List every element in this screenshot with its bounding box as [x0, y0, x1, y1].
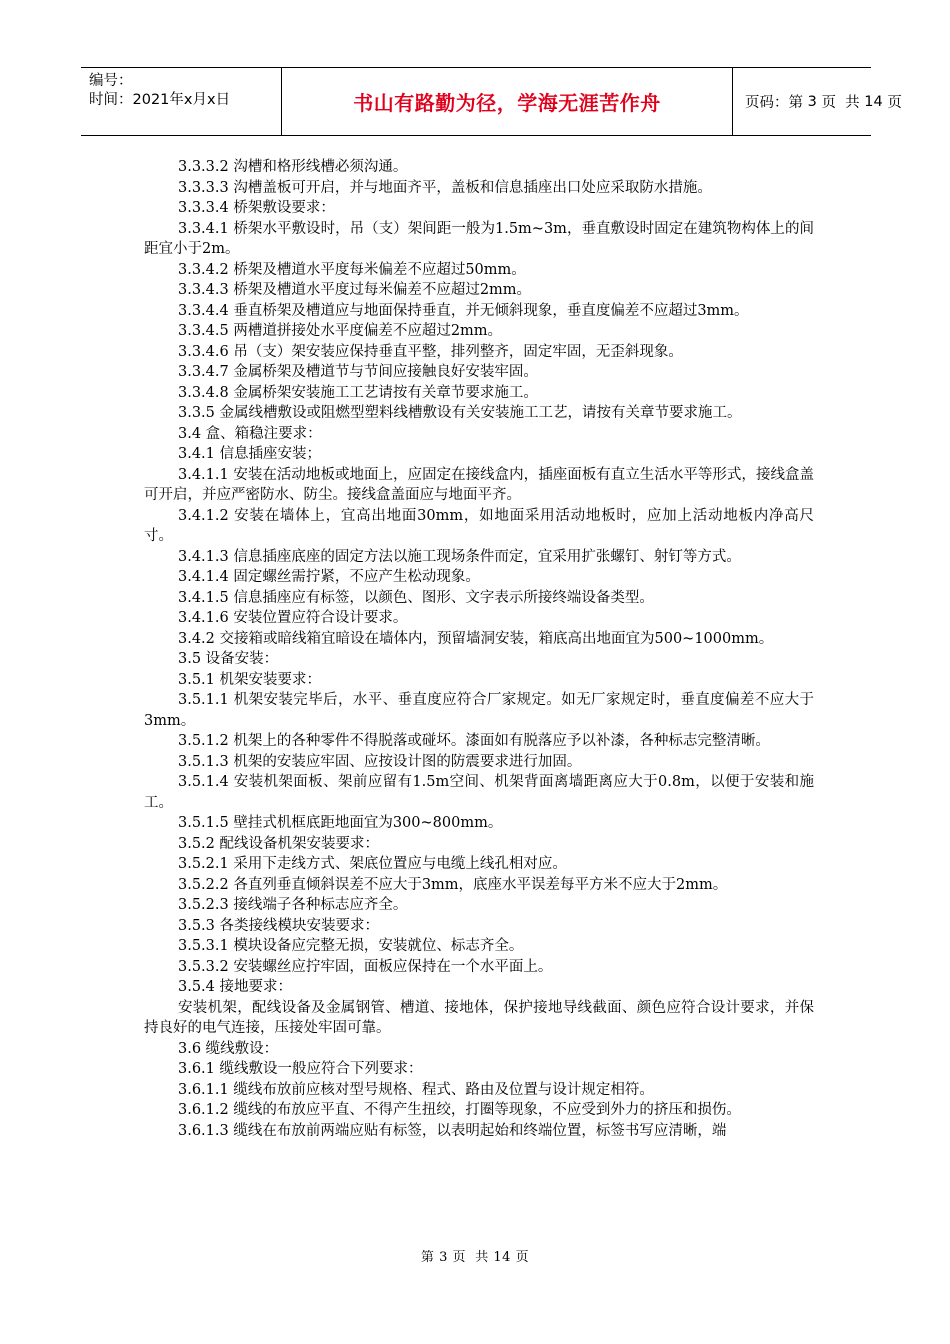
page-tail: 页 — [887, 95, 902, 111]
paragraph: 3.4.1 信息插座安装； — [178, 446, 322, 462]
page-number: 3 — [807, 93, 817, 110]
paragraph: 3.6 缆线敷设： — [178, 1040, 279, 1057]
paragraph: 3.3.4.2 桥架及槽道水平度每米偏差不应超过50mm。 — [178, 261, 526, 278]
paragraph: 3.3.5 金属线槽敷设或阻燃型塑料线槽敷设有关安装施工工艺，请按有关章节要求施工。 — [178, 405, 742, 421]
paragraph: 3.4 盒、箱稳注要求： — [178, 425, 322, 442]
paragraph: 3.3.3.2 沟槽和格形线槽必须沟通。 — [178, 159, 408, 175]
document-body — [144, 157, 814, 1141]
page-footer — [0, 1246, 950, 1265]
paragraph: 3.5.2.3 接线端子各种标志应齐全。 — [178, 897, 408, 913]
page-label: 页码：第 — [745, 95, 803, 111]
page-total: 14 — [864, 93, 883, 110]
paragraph: 3.5.1.2 机架上的各种零件不得脱落或碰坏。漆面如有脱落应予以补漆，各种标志完整清晰。 — [178, 733, 770, 749]
paragraph: 3.5.2.1 采用下走线方式、架底位置应与电缆上线孔相对应。 — [178, 856, 567, 872]
paragraph: 3.5.2 配线设备机架安装要求： — [178, 835, 380, 852]
paragraph: 3.3.4.6 吊（支）架安装应保持垂直平整，排列整齐，固定牢固，无歪斜现象。 — [178, 343, 683, 360]
paragraph: 3.3.4.3 桥架及槽道水平度过每米偏差不应超过2mm。 — [178, 282, 532, 298]
paragraph: 3.3.3.3 沟槽盖板可开启，并与地面齐平，盖板和信息插座出口处应采取防水措施。 — [178, 179, 712, 196]
paragraph: 3.3.4.5 两槽道拼接处水平度偏差不应超过2mm。 — [178, 323, 503, 339]
header-meta — [81, 68, 281, 135]
slogan: 书山有路勤为径，学海无涯苦作舟 — [353, 91, 661, 115]
paragraph: 3.5 设备安装： — [178, 651, 279, 667]
paragraph: 3.4.1.5 信息插座应有标签，以颜色、图形、文字表示所接终端设备类型。 — [178, 589, 654, 606]
footer-prefix: 第 — [420, 1250, 435, 1265]
paragraph: 3.4.1.3 信息插座底座的固定方法以施工现场条件而定，宜采用扩张螺钉、射钉等方式。 — [178, 548, 741, 565]
paragraph: 3.5.1.5 壁挂式机框底距地面宜为300~800mm。 — [178, 815, 503, 831]
paragraph: 3.6.1.3 缆线在布放前两端应贴有标签，以表明起始和终端位置，标签书写应清晰，端 — [178, 1122, 727, 1139]
paragraph: 3.3.3.4 桥架敷设要求： — [178, 200, 335, 216]
date-label: 时间：2021年x月x日 — [89, 92, 231, 108]
paragraph: 3.5.1.4 安装机架面板、架前应留有1.5m空间、机架背面离墙距离应大于0.8m，以便于安装和施工。 — [144, 774, 814, 811]
code-label: 编号： — [89, 73, 133, 89]
footer-mid: 页 共 — [452, 1250, 489, 1265]
paragraph: 3.5.1 机架安装要求： — [178, 671, 322, 688]
paragraph: 3.5.3.2 安装螺丝应拧牢固，面板应保持在一个水平面上。 — [178, 958, 553, 975]
header-slogan-cell — [281, 68, 733, 135]
paragraph: 3.3.4.1 桥架水平敷设时，吊（支）架间距一般为1.5m~3m，垂直敷设时固定在建筑物构体上的间距宜小于2m。 — [144, 220, 814, 257]
paragraph: 3.5.1.1 机架安装完毕后，水平、垂直度应符合厂家规定。如无厂家规定时，垂直度偏差不应大于3mm。 — [144, 692, 814, 729]
paragraph: 3.5.1.3 机架的安装应牢固、应按设计图的防震要求进行加固。 — [178, 753, 582, 770]
paragraph: 安装机架，配线设备及金属钢管、槽道、接地体，保护接地导线截面、颜色应符合设计要求，并保持良好的电气连接，压接处牢固可靠。 — [144, 999, 814, 1036]
paragraph: 3.4.2 交接箱或暗线箱宜暗设在墙体内，预留墙洞安装，箱底高出地面宜为500~1000mm。 — [178, 630, 774, 647]
paragraph: 3.5.3.1 模块设备应完整无损，安装就位、标志齐全。 — [178, 938, 524, 954]
paragraph: 3.4.1.4 固定螺丝需拧紧，不应产生松动现象。 — [178, 569, 480, 585]
paragraph: 3.3.4.8 金属桥架安装施工工艺请按有关章节要求施工。 — [178, 384, 538, 401]
footer-total: 14 — [493, 1250, 511, 1265]
footer-suffix: 页 — [515, 1250, 530, 1265]
header-page-info — [733, 68, 902, 135]
paragraph: 3.6.1.2 缆线的布放应平直、不得产生扭绞，打圈等现象，不应受到外力的挤压和损伤。 — [178, 1102, 741, 1118]
paragraph: 3.3.4.4 垂直桥架及槽道应与地面保持垂直，并无倾斜现象，垂直度偏差不应超过3mm。 — [178, 302, 749, 319]
paragraph: 3.5.2.2 各直列垂直倾斜误差不应大于3mm，底座水平误差每平方米不应大于2mm。 — [178, 876, 728, 893]
paragraph: 3.6.1.1 缆线布放前应核对型号规格、程式、路由及位置与设计规定相符。 — [178, 1081, 654, 1098]
page-mid: 页 共 — [821, 95, 860, 111]
footer-page-number: 3 — [439, 1250, 448, 1265]
paragraph: 3.3.4.7 金属桥架及槽道节与节间应接触良好安装牢固。 — [178, 364, 538, 380]
paragraph: 3.6.1 缆线敷设一般应符合下列要求： — [178, 1061, 423, 1077]
page-header — [81, 67, 902, 136]
paragraph: 3.5.3 各类接线模块安装要求： — [178, 917, 380, 934]
paragraph: 3.4.1.6 安装位置应符合设计要求。 — [178, 610, 408, 626]
paragraph: 3.5.4 接地要求： — [178, 979, 293, 995]
paragraph: 3.4.1.1 安装在活动地板或地面上，应固定在接线盒内，插座面板有直立生活水平等形式，接线盒盖可开启，并应严密防水、防尘。接线盒盖面应与地面平齐。 — [144, 466, 814, 503]
paragraph: 3.4.1.2 安装在墙体上，宜高出地面30mm，如地面采用活动地板时，应加上活动地板内净高尺寸。 — [144, 507, 814, 544]
